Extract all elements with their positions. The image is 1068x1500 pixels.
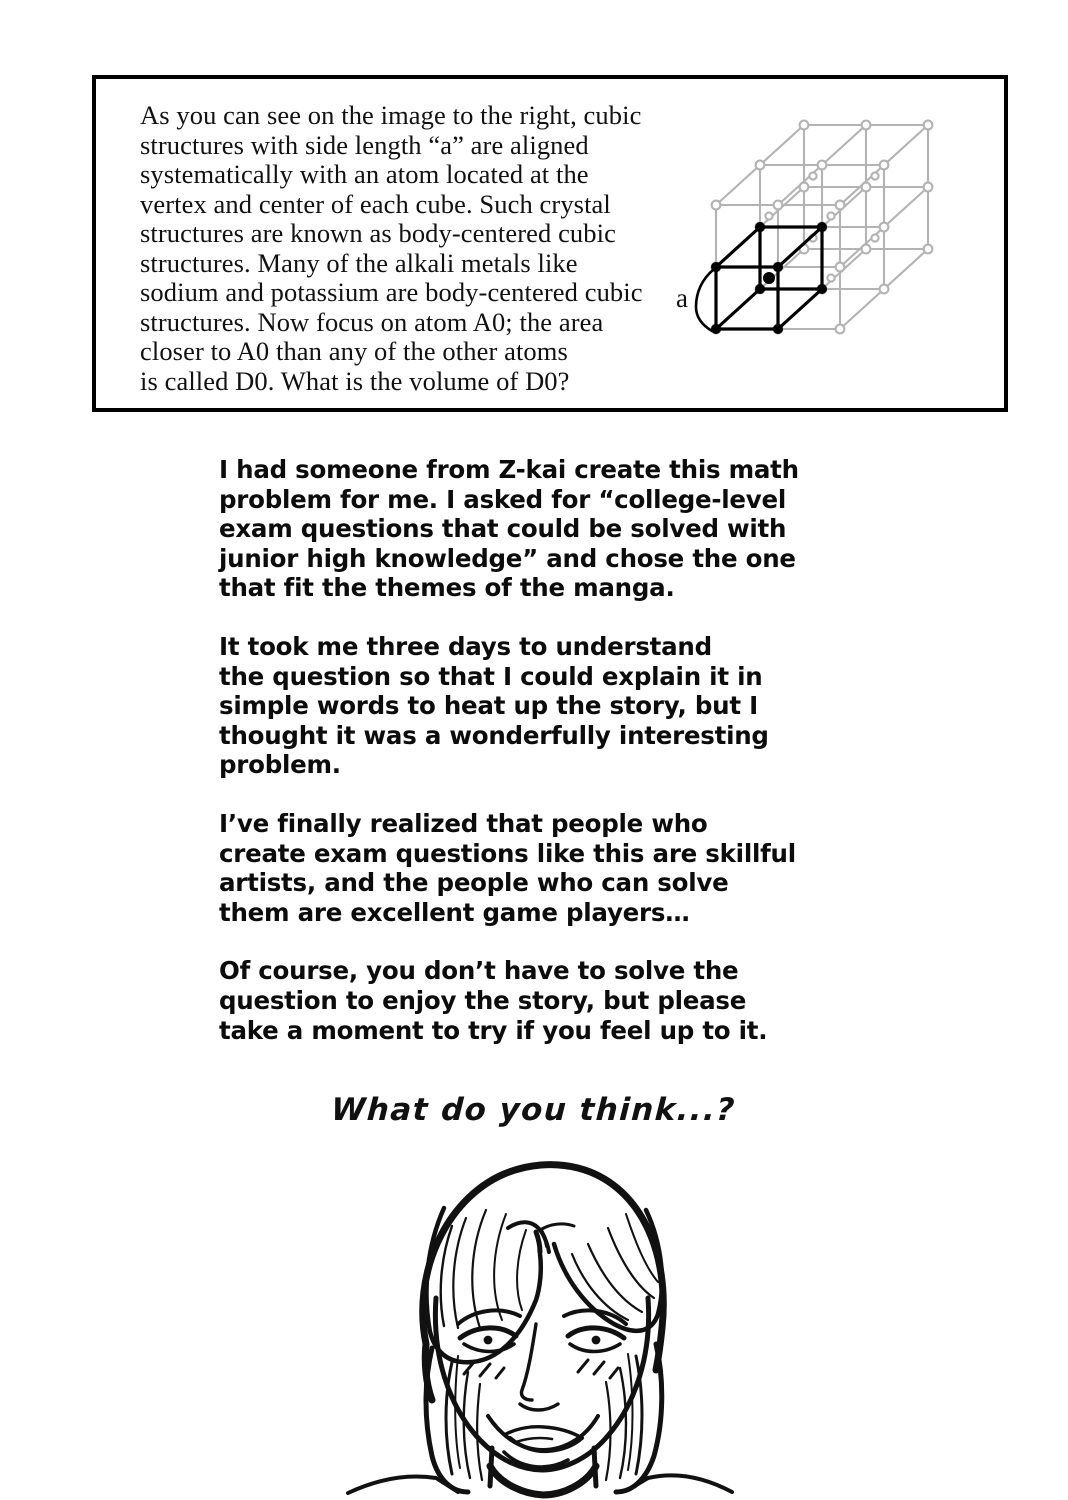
problem-line: systematically with an atom located at the <box>140 159 589 189</box>
afterword-line: the question so that I could explain it in <box>219 661 763 691</box>
afterword-line: thought it was a wonderfully interesting <box>219 720 769 750</box>
problem-line: structures. Many of the alkali metals like <box>140 247 578 278</box>
afterword-line: artists, and the people who can solve <box>219 868 729 898</box>
afterword-paragraph <box>219 455 829 603</box>
problem-line: structures. Now focus on atom A0; the area <box>140 306 604 337</box>
afterword-line: problem for me. I asked for “college-level <box>219 484 787 514</box>
afterword-line: exam questions that could be solved with <box>219 514 787 544</box>
afterword-line: It took me three days to understand <box>219 631 712 661</box>
afterword-line: Of course, you don’t have to solve the <box>219 956 739 986</box>
afterword-text-block <box>219 455 829 1045</box>
problem-line: vertex and center of each cube. Such crystal <box>140 188 611 219</box>
problem-line: structures are known as body-centered cubic <box>140 218 616 248</box>
math-problem-panel <box>92 75 1008 412</box>
problem-line: sodium and potassium are body-centered cubic <box>140 277 643 307</box>
problem-statement <box>140 101 720 396</box>
body-centered-cubic-lattice-diagram <box>676 85 996 335</box>
afterword-paragraph <box>219 809 829 927</box>
afterword-line: junior high knowledge” and chose the one <box>219 543 796 573</box>
problem-line: closer to A0 than any of the other atoms <box>140 336 568 366</box>
smiling-girl-portrait <box>340 1148 740 1500</box>
side-length-label: a <box>676 283 688 313</box>
afterword-paragraph <box>219 956 829 1045</box>
afterword-line: take a moment to try if you feel up to it. <box>219 1015 768 1045</box>
afterword-line: simple words to heat up the story, but I <box>219 691 758 721</box>
afterword-paragraph <box>219 632 829 780</box>
afterword-line: I’ve finally realized that people who <box>219 808 708 838</box>
problem-line: structures with side length “a” are aligned <box>140 129 589 160</box>
problem-line: is called D0. What is the volume of D0? <box>140 365 570 396</box>
afterword-line: create exam questions like this are skillful <box>219 838 796 868</box>
afterword-line: problem. <box>219 750 341 780</box>
handwritten-caption: What do you think...? <box>330 1092 737 1128</box>
atom-A0-marker <box>763 272 775 284</box>
afterword-line: I had someone from Z-kai create this math <box>219 455 799 484</box>
afterword-line: that fit the themes of the manga. <box>219 573 675 603</box>
problem-line: As you can see on the image to the right, cubic <box>140 100 642 130</box>
afterword-line: them are excellent game players… <box>219 897 690 927</box>
right-cheek-blush <box>578 1360 618 1378</box>
afterword-line: question to enjoy the story, but please <box>219 985 747 1015</box>
